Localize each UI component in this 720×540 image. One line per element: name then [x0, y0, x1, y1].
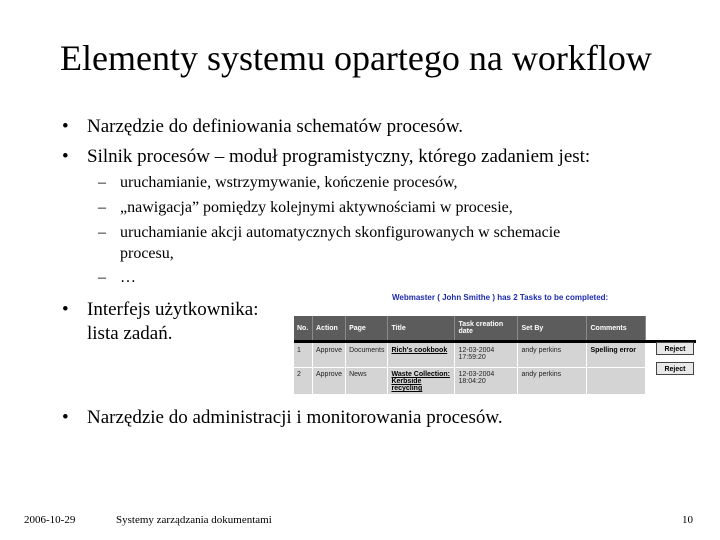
subitem-text: procesu,: [120, 245, 174, 262]
table-row: [294, 368, 646, 395]
bullet-text: Silnik procesów – moduł programistyczny, którego zadaniem jest:: [87, 146, 591, 167]
task-set-by: andy perkins: [518, 341, 587, 368]
task-comments: Spelling error: [587, 341, 646, 368]
column-header: Action: [313, 316, 346, 341]
bullet-text: Narzędzie do definiowania schematów procesów.: [87, 116, 463, 137]
column-header: Title: [388, 316, 455, 341]
bullet-symbol: •: [62, 299, 69, 320]
bullet-symbol: •: [62, 116, 69, 137]
table-divider-bar: [294, 340, 696, 343]
reject-button[interactable]: Reject: [656, 362, 694, 375]
task-date: 12-03-2004: [458, 347, 495, 354]
task-action: Approve: [313, 368, 346, 395]
subitem-text: „nawigacja” pomiędzy kolejnymi aktywnościami w procesie,: [120, 199, 513, 216]
bullet-text: Narzędzie do administracji i monitorowania procesów.: [87, 407, 503, 428]
subitem-text: uruchamianie akcji automatycznych skonfigurowanych w schemacie: [120, 224, 561, 241]
column-header: No.: [294, 316, 313, 341]
column-header: Set By: [518, 316, 587, 341]
tasks-table: [294, 316, 646, 394]
bullet-text: lista zadań.: [87, 323, 173, 344]
footer-course: Systemy zarządzania dokumentami: [116, 514, 272, 526]
task-page: Documents: [346, 341, 388, 368]
column-header: Page: [346, 316, 388, 341]
reject-button[interactable]: Reject: [656, 342, 694, 355]
task-set-by: andy perkins: [518, 368, 587, 395]
task-no: 1: [294, 341, 313, 368]
dash-symbol: –: [98, 224, 106, 241]
task-date-cell: [455, 341, 518, 368]
footer-page-number: 10: [682, 514, 693, 526]
column-header: Comments: [587, 316, 646, 341]
tasks-header-row: [294, 316, 646, 341]
bullet-symbol: •: [62, 407, 69, 428]
task-title-cell: [388, 341, 455, 368]
task-time: 17:59:20: [458, 354, 486, 361]
task-date-cell: [455, 368, 518, 395]
column-header: Task creation date: [455, 316, 518, 341]
bullet-text: Interfejs użytkownika:: [87, 299, 259, 320]
task-date: 12-03-2004: [458, 371, 495, 378]
footer-date: 2006-10-29: [24, 514, 76, 526]
task-action: Approve: [313, 341, 346, 368]
task-comments: [587, 368, 646, 395]
subitem-text: uruchamianie, wstrzymywanie, kończenie procesów,: [120, 174, 458, 191]
slide-title: Elementy systemu opartego na workflow: [60, 38, 652, 78]
dash-symbol: –: [98, 199, 106, 216]
task-page: News: [346, 368, 388, 395]
dash-symbol: –: [98, 269, 106, 286]
tasks-heading: Webmaster ( John Smithe ) has 2 Tasks to be completed:: [392, 293, 609, 302]
dash-symbol: –: [98, 174, 106, 191]
task-time: 18:04:20: [458, 378, 486, 385]
task-title-link[interactable]: Rich's cookbook: [391, 347, 448, 354]
task-title-link-cont[interactable]: Kerbside recycling: [391, 378, 423, 392]
subitem-text: …: [120, 269, 136, 286]
bullet-symbol: •: [62, 146, 69, 167]
task-title-link[interactable]: Waste Collection:: [391, 371, 450, 378]
task-title-cell: [388, 368, 455, 395]
task-no: 2: [294, 368, 313, 395]
table-row: [294, 341, 646, 368]
